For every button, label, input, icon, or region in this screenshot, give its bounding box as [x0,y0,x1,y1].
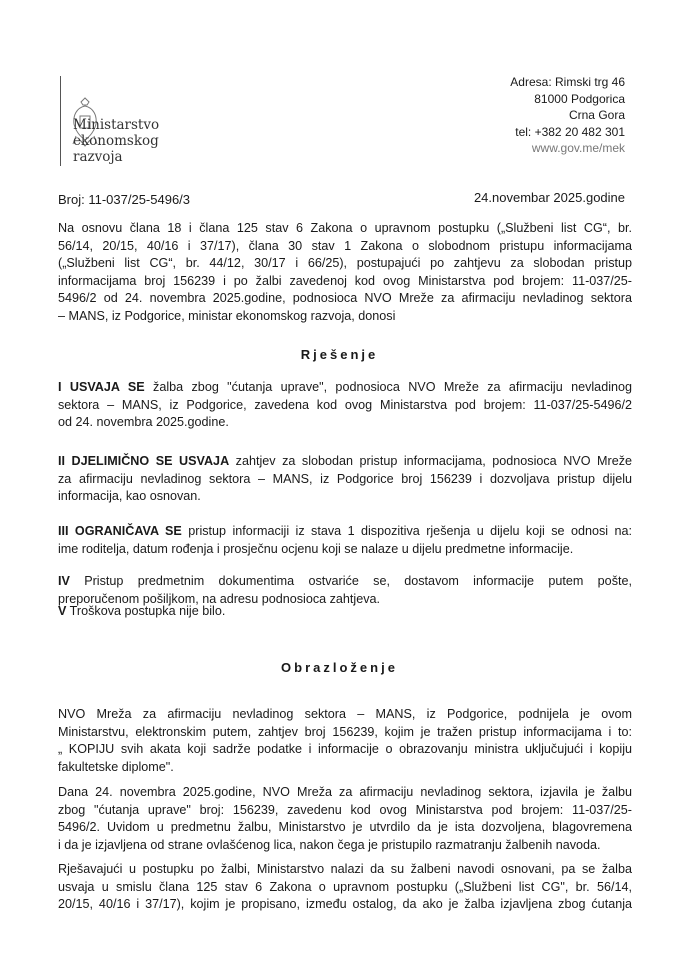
text-line: Na osnovu člana 18 i člana 125 stav 6 Zakona o upravnom postupku („Službeni list CG“, br. [58,221,632,235]
text-line [58,379,632,397]
text-line: ime roditelja, datum rođenja i prosječnu ocjenu koji se nalaze u dijelu predmetne informacije. [58,541,574,556]
decision-lead: II DJELIMIČNO SE USVAJA [58,454,230,468]
text-fragment: žalba zbog "ćutanja uprave", podnosioca NVO Mreže za afirmaciju nevladinog [144,380,633,394]
ministry-name-line: razvoja [73,149,123,165]
text-line: („Službeni list CG“, br. 44/12, 30/17 i 66/25), postupajući po zahtjevu za slobodan pristup [58,256,632,271]
letterhead-divider [60,76,61,166]
document-date: 24.novembar 2025.godine [473,190,625,205]
text-line: i da je izjavljena od strane ovlašćenog lica, nakon čega je pristupilo razmatranju žalbenih navoda. [58,837,601,852]
address-block [510,74,625,157]
text-line: fakultetske diplome". [58,759,174,774]
text-line: informacija, kao osnovan. [58,489,201,504]
reference-number: Broj: 11-037/25-5496/3 [58,192,191,207]
address-line: Crna Gora [568,108,625,122]
text-line: Rješavajući u postupku po žalbi, Ministarstvo nalazi da su žalbeni navodi osnovani, pa se žalba [58,862,632,876]
text-line: informacijama broj 156239 i po žalbi zavedenoj kod ovog Ministarstva pod brojem: 11-037/25- [58,273,632,288]
text-fragment: pristup informaciji iz stava 1 dispozitiva rješenja u dijelu koji se odnosi na: [181,524,632,538]
text-line: sektora – MANS, iz Podgorice, zavedena kod ovog Ministarstva pod brojem: 11-037/25-5496/2 [58,397,632,412]
decision-lead: IV [58,574,70,588]
text-line: 20/15, 40/16 i 37/17), kojim je propisano, između ostalog, da ako je žalba izjavljena zbog ćutanja [58,897,632,912]
website-link[interactable]: www.gov.me/mek [531,141,625,155]
text-line [58,523,632,541]
text-line: usvaja u smislu člana 125 stav 6 Zakona o upravnom postupku („Službeni list CG", br. 56/14, [58,879,632,894]
decision-lead: I USVAJA SE [58,380,145,394]
text-line: Ministarstvu, elektronskim putem, zahtjev broj 156239, kojim je tražen pristup informacijama i to: [58,724,632,739]
address-line: Adresa: Rimski trg 46 [510,75,625,89]
text-line: 5496/2. Uvidom u predmetnu žalbu, Ministarstvo je utvrdilo da je ista dozvoljena, blagovremena [58,820,632,835]
text-line: od 24. novembra 2025.godine. [58,415,229,430]
ministry-name [73,117,159,165]
text-line: Dana 24. novembra 2025.godine, NVO Mreža za afirmaciju nevladinog sektora, izjavila je žalbu [58,785,632,799]
text-line: za afirmaciju nevladinog sektora – MANS, iz Podgorice broj 156239 i dozvoljava pristup dijelu [58,471,632,486]
text-fragment: zahtjev za slobodan pristup informacijama, podnosioca NVO Mreže [229,454,632,468]
reasoning-paragraph [58,861,632,914]
text-line: NVO Mreža za afirmaciju nevladinog sektora – MANS, iz Podgorice, podnijela je ovom [58,707,632,721]
reasoning-paragraph [58,706,632,776]
reasoning-heading: Obrazloženje [281,660,398,675]
decision-heading: Rješenje [300,347,379,362]
decision-lead: III OGRANIČAVA SE [58,524,182,538]
ministry-name-line: Ministarstvo [73,117,160,133]
text-line: 5496/2 od 24. novembra 2025.godine, podnosioca NVO Mreže za afirmaciju nevladinog sektora [58,291,632,306]
text-line [58,573,632,591]
text-line: zbog "ćutanja uprave" broj: 156239, zavedenu kod ovog Ministarstva pod brojem: 11-037/25- [58,802,632,817]
text-line: „ KOPIJU svih akata koji sadrže podatke i informacije o obrazovanju ministra uključujući i kopiju [58,742,632,757]
intro-paragraph [58,220,632,326]
text-fragment: Troškova postupka nije bilo. [66,604,226,618]
text-line: preporučenom pošiljkom, na adresu podnosioca zahtjeva. [58,591,381,606]
decision-lead: V [58,604,67,618]
reasoning-paragraph [58,784,632,854]
address-line: 81000 Podgorica [534,91,625,106]
decision-item [58,379,632,432]
phone: tel: +382 20 482 301 [515,124,625,139]
text-line [58,603,632,621]
decision-item [58,603,632,621]
text-line [58,453,632,471]
text-line: – MANS, iz Podgorice, ministar ekonomskog razvoja, donosi [58,308,396,323]
decision-item [58,453,632,506]
decision-item [58,523,632,558]
text-line: 56/14, 20/15, 40/16 i 37/17), člana 30 stav 1 Zakona o slobodnom pristupu informacijama [58,238,632,253]
ministry-name-line: ekonomskog [73,133,159,149]
text-fragment: Pristup predmetnim dokumentima ostvariće se, dostavom informacije putem pošte, [69,574,632,588]
